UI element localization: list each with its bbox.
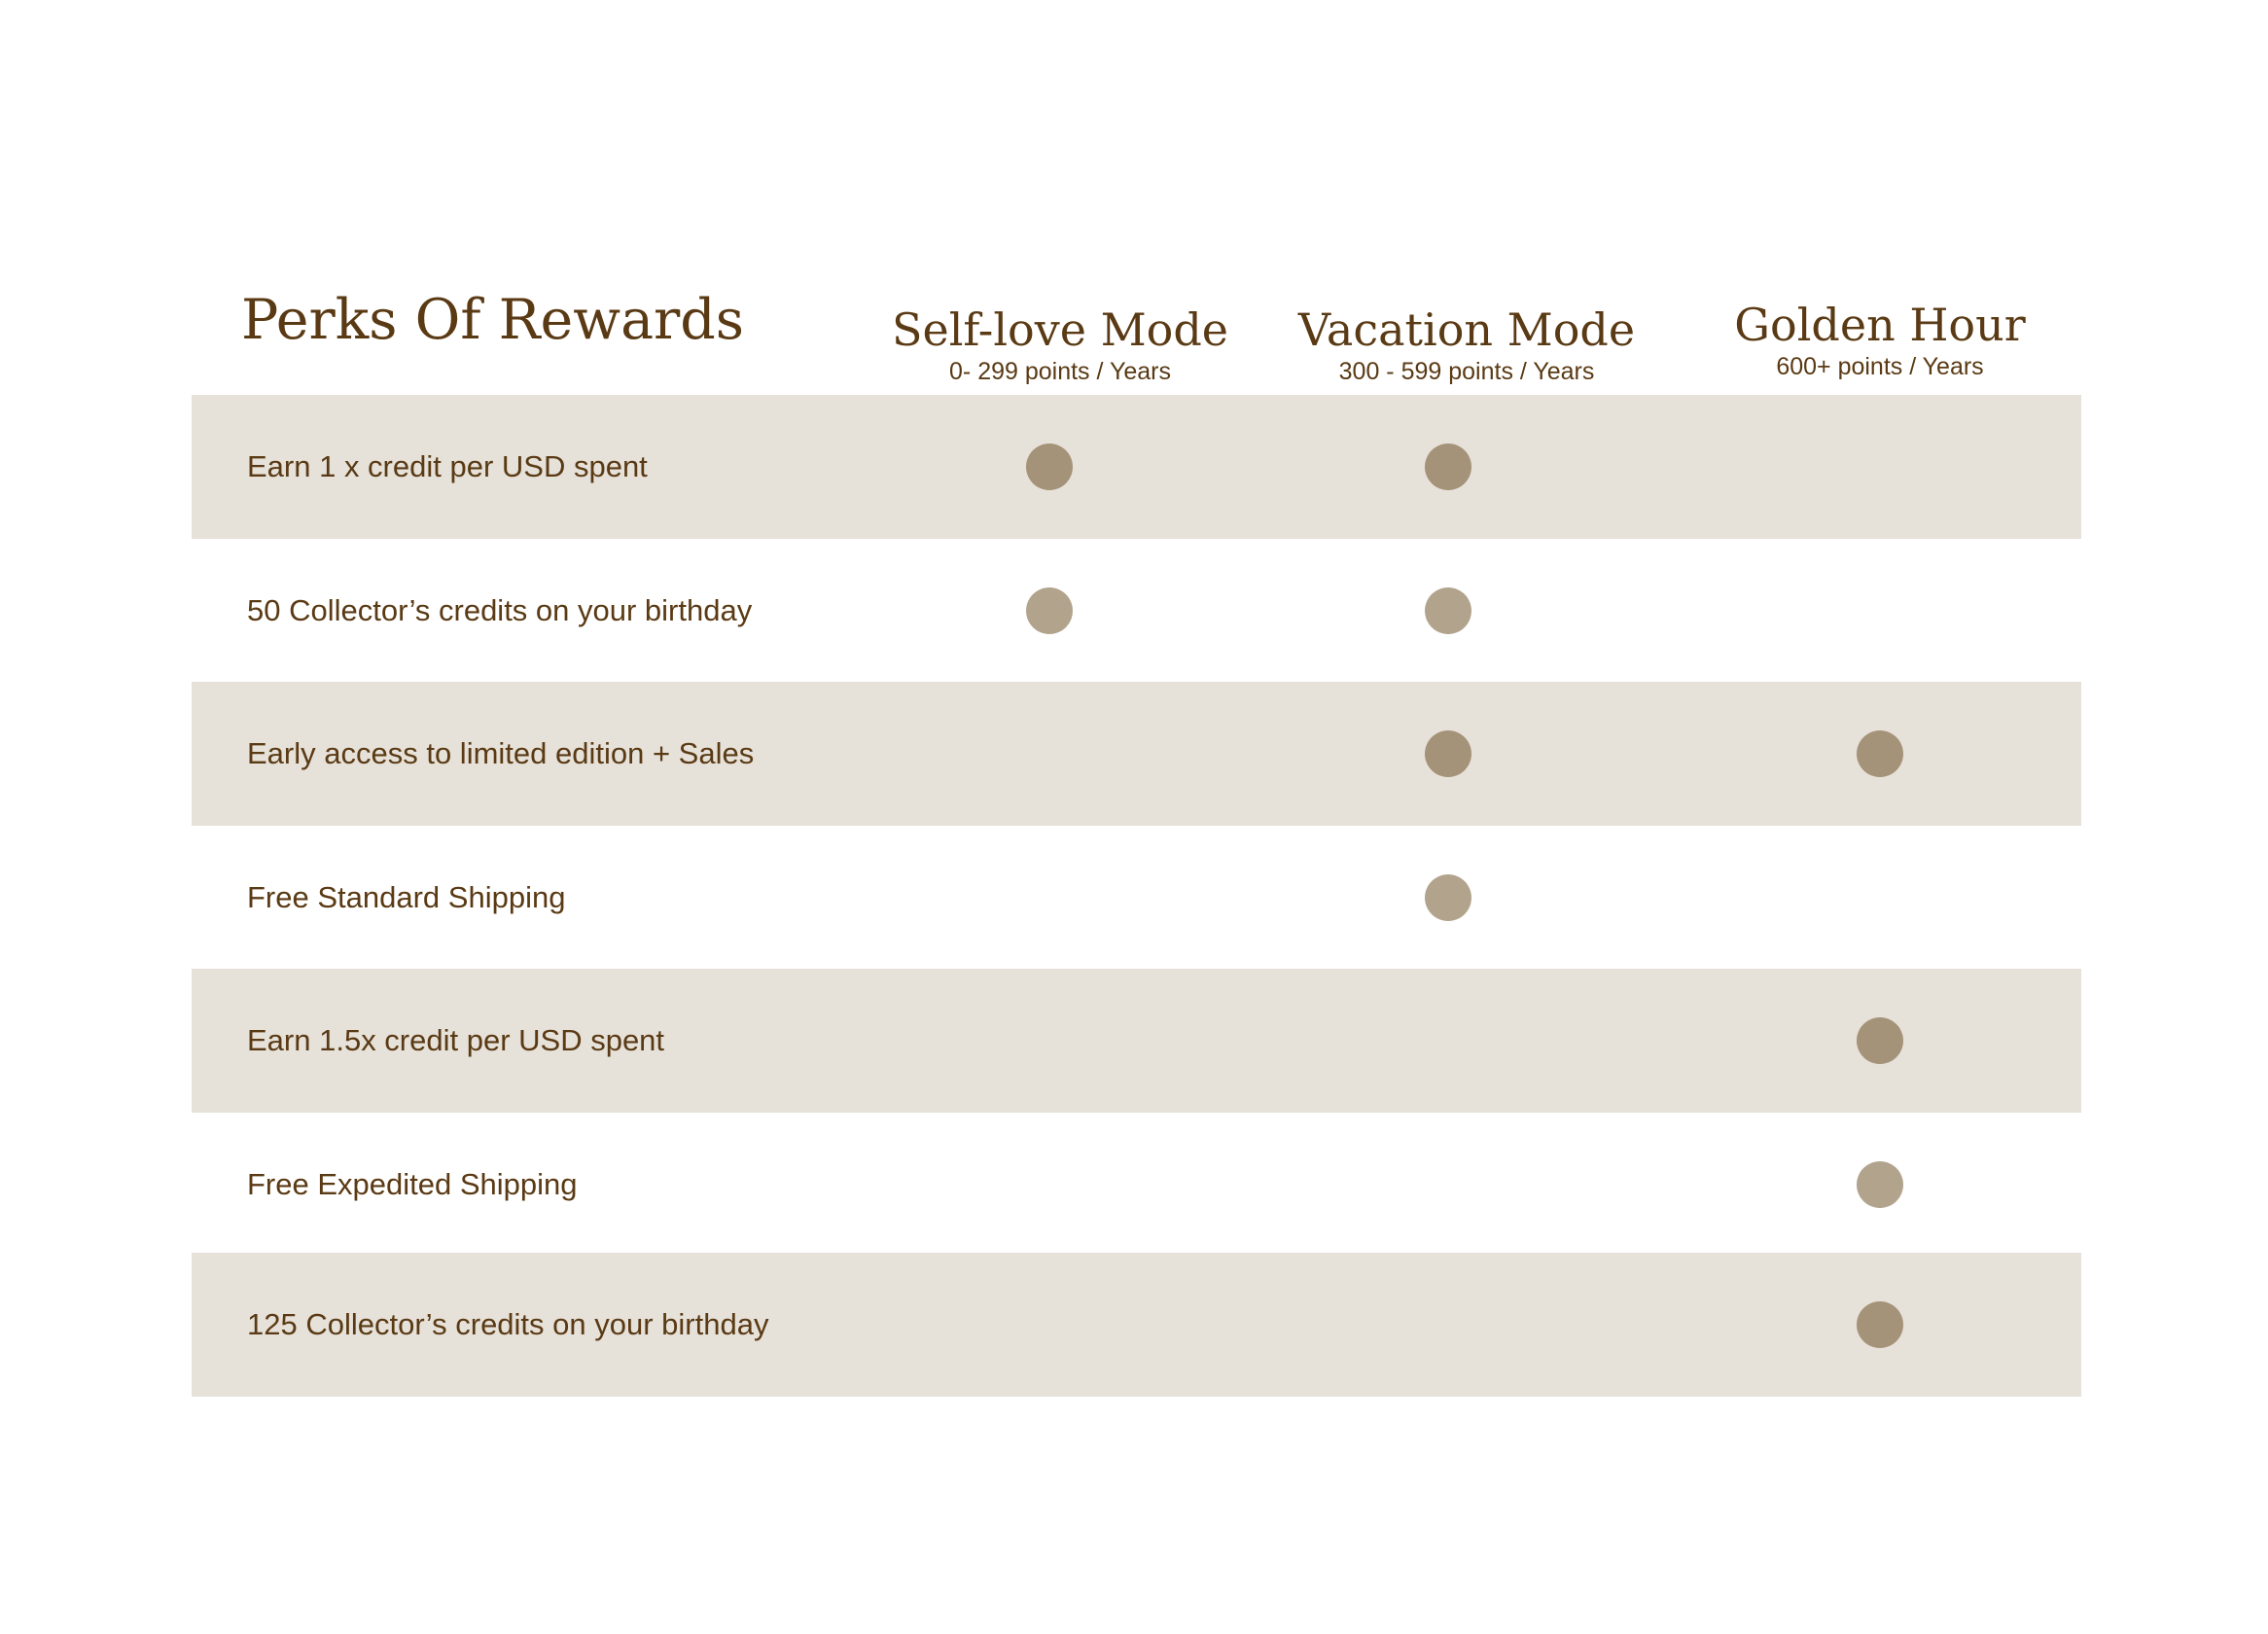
perk-label: Free Standard Shipping [247,880,566,914]
perk-row [192,969,2081,1113]
perk-label: 125 Collector’s credits on your birthday [247,1307,769,1341]
tier-header-self-love [856,303,1264,387]
tier-range: 300 - 599 points / Years [1338,358,1595,385]
included-dot-icon [1857,730,1903,777]
included-dot-icon [1425,874,1471,921]
perk-label: Free Expedited Shipping [247,1167,578,1201]
tier-header-vacation [1262,303,1671,387]
perk-row [192,1253,2081,1397]
included-dot-icon [1857,1161,1903,1208]
tier-name: Golden Hour [1734,299,2026,351]
tier-range: 0- 299 points / Years [949,358,1171,385]
included-dot-icon [1026,587,1073,634]
included-dot-icon [1026,444,1073,490]
tier-name: Self-love Mode [891,303,1229,356]
perk-row [192,1113,2081,1257]
included-dot-icon [1857,1017,1903,1064]
page-title: Perks Of Rewards [241,288,745,352]
included-dot-icon [1857,1301,1903,1348]
perk-label: Early access to limited edition + Sales [247,736,755,770]
perk-row [192,826,2081,970]
perk-row [192,539,2081,683]
perk-label: 50 Collector’s credits on your birthday [247,593,753,627]
perk-label: Earn 1 x credit per USD spent [247,449,648,483]
tier-name: Vacation Mode [1297,303,1636,356]
included-dot-icon [1425,730,1471,777]
tier-range: 600+ points / Years [1776,353,1984,380]
perk-row [192,682,2081,826]
tier-header-golden-hour [1676,299,2084,382]
perk-row [192,395,2081,539]
included-dot-icon [1425,444,1471,490]
included-dot-icon [1425,587,1471,634]
perk-label: Earn 1.5x credit per USD spent [247,1023,665,1057]
